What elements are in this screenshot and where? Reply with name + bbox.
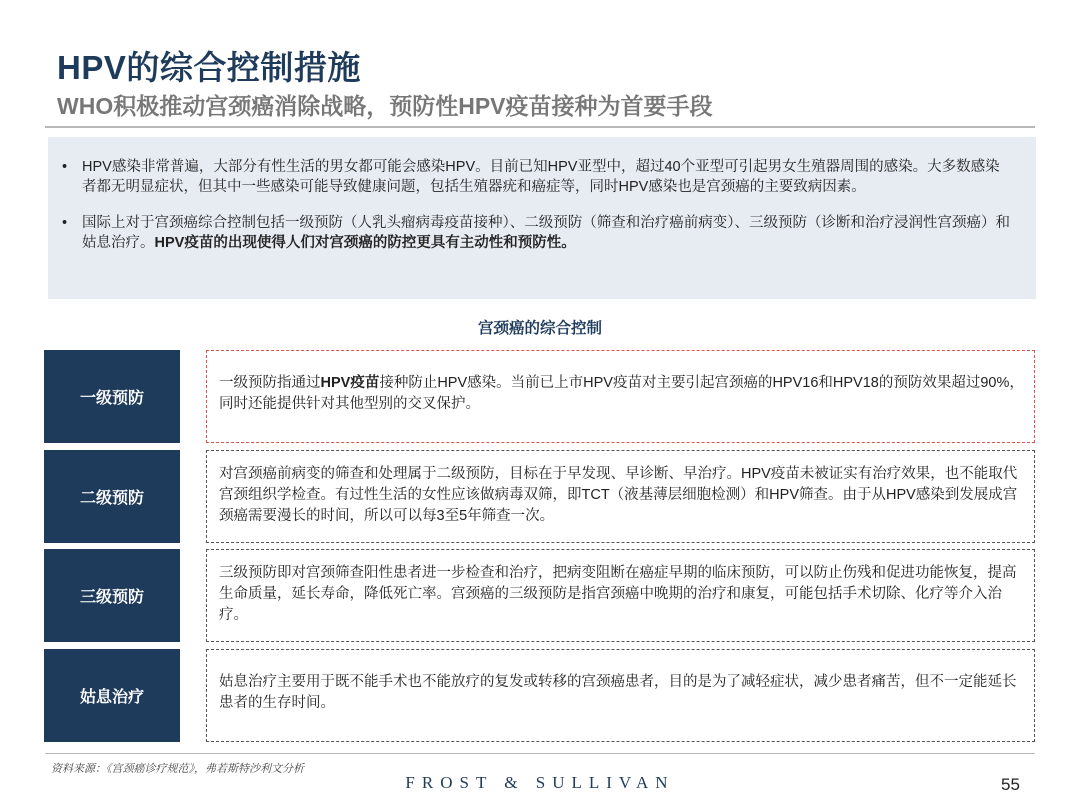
footer-divider — [45, 753, 1035, 754]
intro-bullet-bold-text: HPV疫苗的出现使得人们对宫颈癌的防控更具有主动性和预防性。 — [154, 235, 576, 251]
level-desc-tertiary — [206, 549, 1035, 642]
level-desc-text: 接种防止HPV感染。当前已上市HPV疫苗对主要引起宫颈癌的HPV16和HPV18的预防效果超过90%，同时还能提供针对其他型别的交叉保护。 — [219, 375, 1024, 412]
level-desc-bold-text: HPV疫苗 — [320, 375, 380, 391]
intro-box — [48, 137, 1036, 299]
level-desc-palliative — [206, 649, 1035, 742]
level-desc-text: 一级预防指通过 — [219, 375, 321, 391]
page-number: 55 — [1001, 775, 1020, 794]
level-desc-secondary — [206, 450, 1035, 543]
intro-bullet — [62, 213, 1014, 253]
bullet-dot: • — [62, 215, 68, 231]
level-desc-primary — [206, 350, 1035, 443]
intro-bullet-text: 国际上对于宫颈癌综合控制包括一级预防（人乳头瘤病毒疫苗接种）、二级预防（筛查和治疗癌前病变）、三级预防（诊断和治疗浸润性宫颈癌）和姑息治疗。 — [82, 215, 1010, 251]
page-title: HPV的综合控制措施 — [57, 49, 361, 86]
page-subtitle: WHO积极推动宫颈癌消除战略，预防性HPV疫苗接种为首要手段 — [57, 93, 713, 119]
intro-bullet — [62, 157, 1014, 197]
brand-logo: FROST & SULLIVAN — [405, 773, 675, 792]
level-desc-text: 对宫颈癌前病变的筛查和处理属于二级预防，目标在于早发现、早诊断、早治疗。HPV疫苗未被证实有治疗效果，也不能取代宫颈组织学检查。有过性生活的女性应该做病毒双筛，即TCT（液基薄层细胞检测）和HPV筛查。由于从HPV感染到发展成宫颈癌需要漫长的时间，所以可以每3至5年筛查一次。 — [219, 466, 1018, 524]
level-desc-text: 姑息治疗主要用于既不能手术也不能放疗的复发或转移的宫颈癌患者，目的是为了减轻症状，减少患者痛苦，但不一定能延长患者的生存时间。 — [219, 674, 1017, 711]
bullet-dot: • — [62, 159, 68, 175]
title-divider — [45, 126, 1035, 128]
section-heading: 宫颈癌的综合控制 — [477, 320, 602, 337]
level-label-primary: 一级预防 — [44, 350, 180, 443]
level-label-palliative: 姑息治疗 — [44, 649, 180, 742]
level-label-secondary: 二级预防 — [44, 450, 180, 543]
level-desc-text: 三级预防即对宫颈筛查阳性患者进一步检查和治疗，把病变阻断在癌症早期的临床预防，可以防止伤残和促进功能恢复，提高生命质量，延长寿命，降低死亡率。宫颈癌的三级预防是指宫颈癌中晚期的治疗和康复，可能包括手术切除、化疗等介入治疗。 — [219, 565, 1017, 623]
source-note: 资料来源：《宫颈癌诊疗规范》，弗若斯特沙利文分析 — [51, 763, 304, 775]
intro-bullet-text: HPV感染非常普遍，大部分有性生活的男女都可能会感染HPV。目前已知HPV亚型中，超过40个亚型可引起男女生殖器周围的感染。大多数感染者都无明显症状，但其中一些感染可能导致健康问题，包括生殖器疣和癌症等，同时HPV感染也是宫颈癌的主要致病因素。 — [82, 159, 1000, 195]
level-label-tertiary: 三级预防 — [44, 549, 180, 642]
